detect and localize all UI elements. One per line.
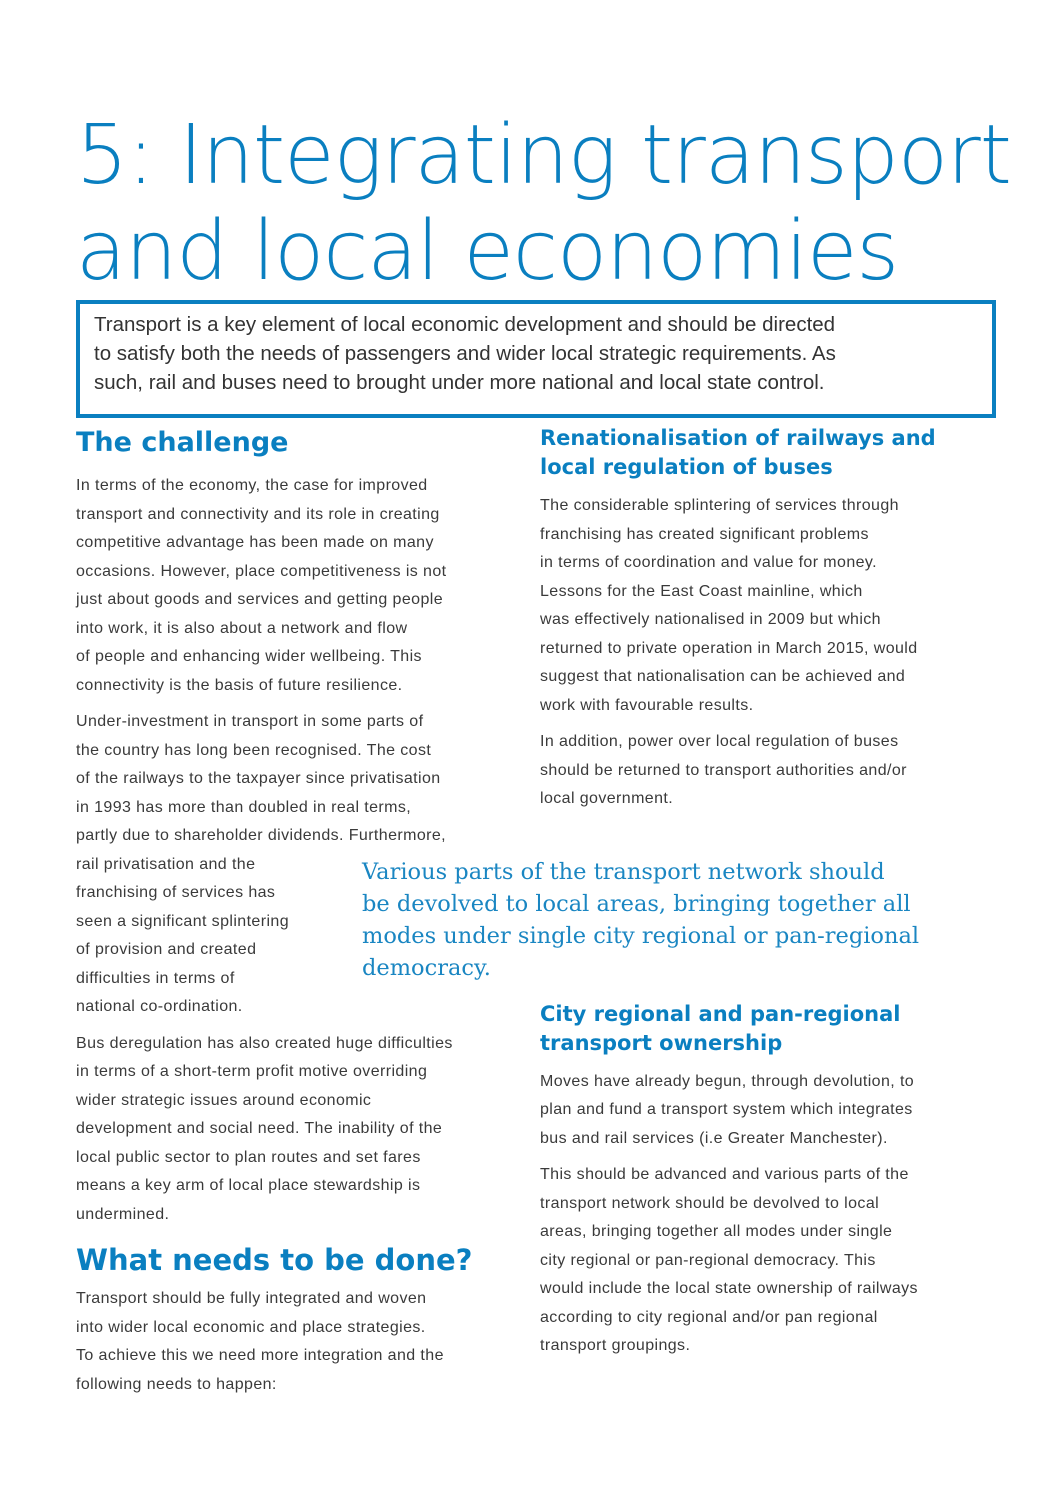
text-line: competitive advantage has been made on many [76, 534, 434, 551]
text-line: city regional or pan-regional democracy. This [540, 1251, 876, 1269]
text-line: Lessons for the East Coast mainline, which [540, 582, 863, 600]
text-line: partly due to shareholder dividends. Furthermore, [76, 827, 447, 844]
challenge-paragraph-3 [76, 1030, 516, 1230]
text-line: following needs to happen: [76, 1375, 277, 1393]
text-line: in terms of coordination and value for money. [540, 554, 877, 571]
text-line: difficulties in terms of [76, 969, 235, 987]
intro-line: such, rail and buses need to brought under more national and local state control. [94, 371, 825, 394]
text-line: To achieve this we need more integration and the [76, 1347, 444, 1364]
challenge-paragraph-1 [76, 472, 516, 700]
text-line: national co-ordination. [76, 998, 243, 1015]
intro-line: to satisfy both the needs of passengers and wider local strategic requirements. As [94, 342, 836, 365]
text-line: This should be advanced and various parts of the [540, 1166, 909, 1183]
text-line: should be returned to transport authorities and/or [540, 761, 907, 779]
renationalisation-heading [540, 424, 985, 482]
text-line: In terms of the economy, the case for improved [76, 477, 428, 494]
text-line: transport and connectivity and its role in creating [76, 505, 440, 523]
text-line: development and social need. The inability of the [76, 1120, 443, 1137]
text-line: of provision and created [76, 941, 257, 958]
text-line: of people and enhancing wider wellbeing. This [76, 648, 422, 665]
text-line: Moves have already begun, through devolution, to [540, 1072, 915, 1090]
quote-line: democracy. [362, 955, 491, 981]
quote-line: be devolved to local areas, bringing together all [362, 891, 911, 917]
title-line: and local economies [76, 204, 899, 299]
text-line: rail privatisation and the [76, 855, 256, 873]
text-line: areas, bringing together all modes under single [540, 1223, 893, 1240]
text-line: connectivity is the basis of future resilience. [76, 676, 403, 694]
text-line: the country has long been recognised. The cost [76, 741, 432, 759]
text-line: Under-investment in transport in some parts of [76, 713, 424, 730]
challenge-heading: The challenge [76, 427, 289, 458]
text-line: bus and rail services (i.e Greater Manchester). [540, 1129, 888, 1147]
text-line: according to city regional and/or pan regional [540, 1308, 878, 1326]
title-line: 5: Integrating transport [76, 108, 1011, 203]
intro-callout-box [76, 300, 996, 418]
text-line: local government. [540, 790, 674, 807]
heading-line: Renationalisation of railways and [540, 426, 936, 450]
text-line: undermined. [76, 1205, 170, 1223]
renationalisation-paragraph-1 [540, 492, 985, 720]
intro-line: Transport is a key element of local economic development and should be directed [94, 313, 836, 336]
text-line: means a key arm of local place stewardship is [76, 1177, 421, 1194]
heading-line: City regional and pan-regional [540, 1001, 901, 1026]
city-regional-paragraph-2 [540, 1161, 985, 1361]
text-line: transport groupings. [540, 1337, 691, 1354]
text-line: would include the local state ownership of railways [540, 1280, 918, 1297]
quote-line: modes under single city regional or pan-regional [362, 923, 920, 949]
text-line: franchising of services has [76, 884, 276, 901]
text-line: Bus deregulation has also created huge difficulties [76, 1034, 453, 1052]
text-line: The considerable splintering of services through [540, 497, 899, 514]
text-line: of the railways to the taxpayer since privatisation [76, 770, 441, 787]
text-line: In addition, power over local regulation of buses [540, 733, 899, 750]
text-line: suggest that nationalisation can be achieved and [540, 668, 906, 685]
quote-line: Various parts of the transport network should [362, 859, 885, 885]
text-line: in 1993 has more than doubled in real terms, [76, 798, 412, 816]
text-line: work with favourable results. [540, 696, 754, 714]
city-regional-heading [540, 1000, 985, 1058]
text-line: Transport should be fully integrated and woven [76, 1290, 427, 1307]
text-line: in terms of a short-term profit motive overriding [76, 1063, 428, 1080]
text-line: into work, it is also about a network and flow [76, 619, 408, 637]
text-line: returned to private operation in March 2015, would [540, 639, 918, 657]
heading-line: local regulation of buses [540, 455, 833, 479]
renationalisation-paragraph-2 [540, 728, 985, 814]
todo-paragraph [76, 1285, 516, 1399]
text-line: franchising has created significant problems [540, 525, 869, 543]
text-line: plan and fund a transport system which integrates [540, 1101, 913, 1118]
text-line: transport network should be devolved to local [540, 1194, 880, 1212]
text-line: local public sector to plan routes and set fares [76, 1148, 421, 1166]
heading-line: transport ownership [540, 1030, 783, 1055]
pull-quote [362, 856, 972, 984]
text-line: was effectively nationalised in 2009 but which [540, 611, 881, 628]
text-line: seen a significant splintering [76, 912, 290, 930]
text-line: occasions. However, place competitiveness is not [76, 562, 447, 580]
city-regional-paragraph-1 [540, 1068, 985, 1154]
what-needs-to-be-done-heading: What needs to be done? [76, 1243, 473, 1277]
text-line: into wider local economic and place strategies. [76, 1318, 426, 1336]
text-line: just about goods and services and getting people [76, 591, 444, 608]
intro-text [94, 310, 992, 397]
page-title [76, 108, 1036, 300]
text-line: wider strategic issues around economic [76, 1091, 372, 1109]
